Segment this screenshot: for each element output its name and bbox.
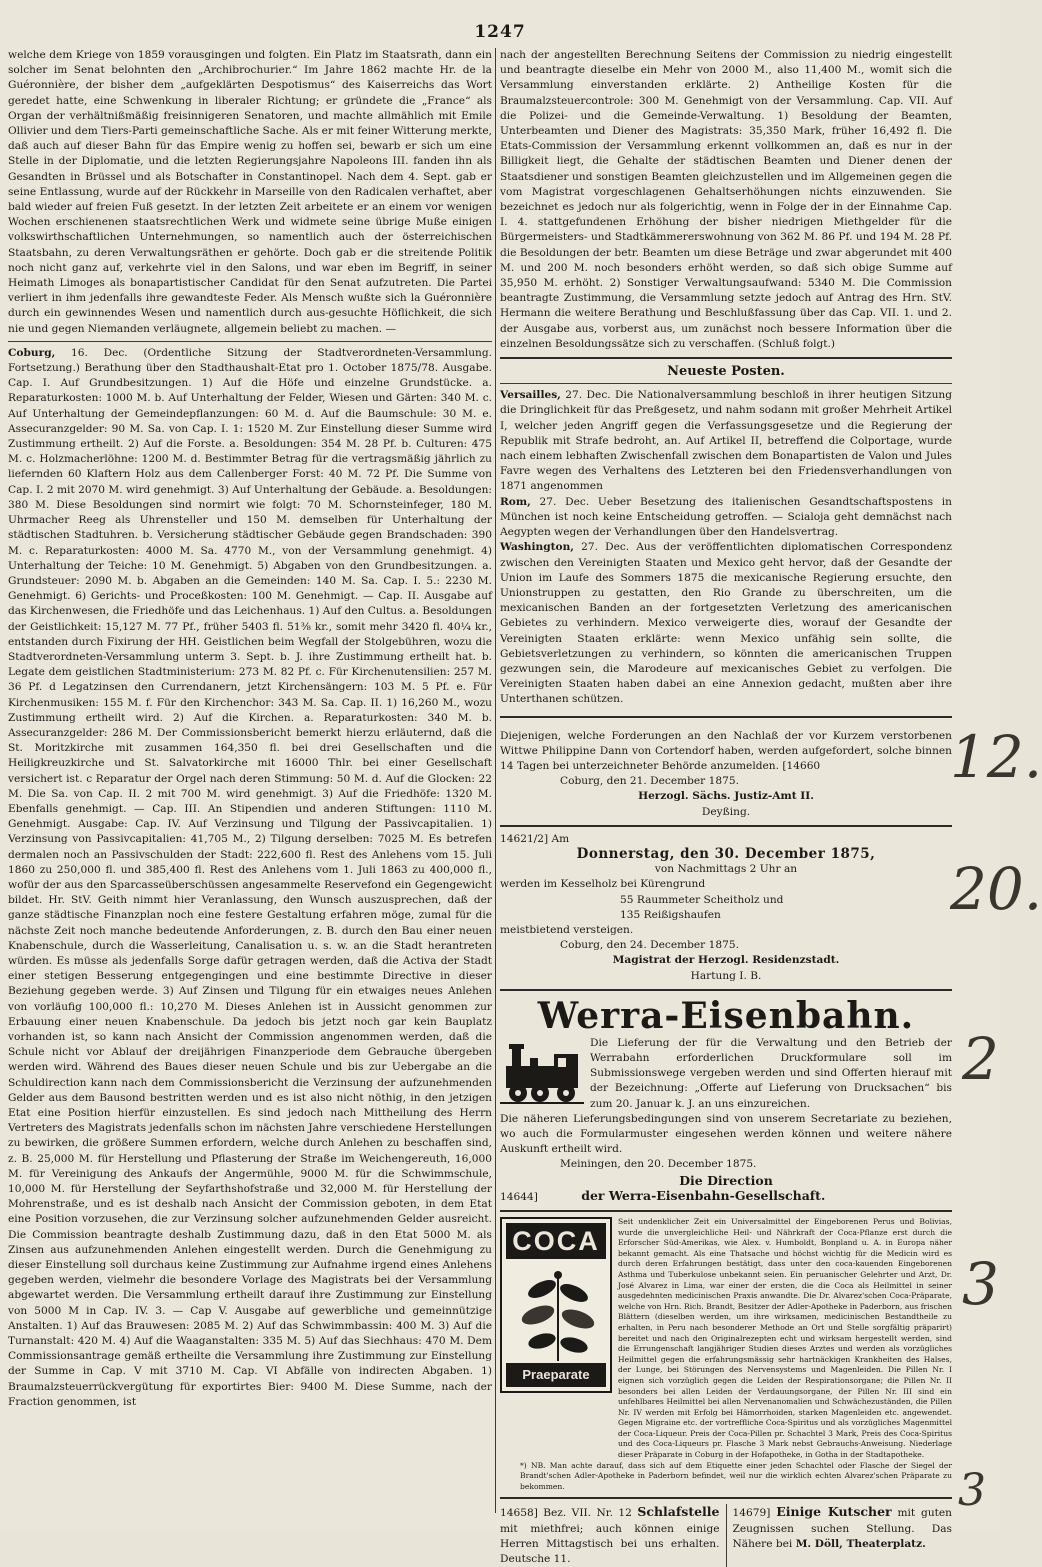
coca-note: *) NB. Man achte darauf, dass sich auf dem Etiquette einer jeden Schachtel oder Flasche der Siegel der Brandt'schen Adler-Apotheke in Paderborn befindet, weil nur die wirklich echten Alvarez'schen Präparate zu bekommen. <box>520 1460 952 1491</box>
locomotive-icon <box>500 1036 584 1106</box>
section-rule <box>500 357 952 359</box>
ad-nachlass-authority: Herzogl. Sächs. Justiz-Amt II. <box>638 790 814 803</box>
ad-werra-eisenbahn <box>500 996 952 1205</box>
ad-auction-authority: Magistrat der Herzogl. Residenzstadt. <box>612 954 840 967</box>
margin-number-2: 20. <box>950 855 1042 923</box>
dateline-washington: Washington, <box>500 541 574 554</box>
coca-text: Seit undenklicher Zeit ein Universalmittel der Eingeborenen Perus und Bolivias, wurde die unvergleichliche Heil- und Nährkraft der Coca-Pflanze erst durch die Erforscher Süd-Amerikas, wie Alex. v. Humboldt, Bonpland u. A. in Europa näher bekannt gemacht. Als eine Thatsache und höchst wichtig für die Medicin wird es durch deren Erfahrungen bestätigt, dass unter den coca-kauenden Eingeborenen Asthma und Tuberkulose unbekannt seien. Ein peruanischer Gelehrter und Arzt, Dr. José Alvarez in Lima, war einer der ersten, die die Coca als Heilmittel in seiner ausgedehnten medicinischen Praxis anwandte. Die Dr. Alvarez'schen Coca-Präparate, welche von Hrn. Rich. Brandt, Besitzer der Adler-Apotheke in Paderborn, aus frischen Blättern (dieselben werden, um ihre wirksamen, medicinischen Bestandtheile zu erhalten, in Peru nach besonderer Methode an Ort und Stelle sorgfältig präparirt) bereitet und nach den Originalrezepten echt und wirksam hergestellt werden, sind die Errungenschaft langjähriger Studien dieses Arztes und werden als vorzügliches Heilmittel gegen die erfahrungsmässig sehr hartnäckigen Krankheiten des Halses, der Lunge, bei Störungen des Nervensystems und Magenleiden. Die Pillen Nr. I eignen sich vorzüglich gegen die Leiden der Respirationsorgane; die Pillen Nr. II besonders bei allen Leiden der Verdauungsorgane, der Pillen Nr. III sind ein unfehlbares Heilmittel bei allen Nervenanomalien und Schwächezuständen, die Pillen Nr. IV werden mit Erfolg bei Hämorrhoiden, starken Magenleiden etc. angewendet. Gegen Migraine etc. der vortreffliche Coca-Spiritus und als vorzügliches Magenmittel der Coca-Liqueur. Preis der Coca-Pillen pr. Schachtel 3 Mark, Preis des Coca-Spiritus und des Coca-Liqueurs pr. Flasche 3 Mark nebst Gebrauchs-Anweisung. Niederlage dieser Präparate in Coburg in der Hofapotheke, in Gotha in der Stadtapotheke. <box>618 1217 952 1460</box>
ad-werra-date: Meiningen, den 20. December 1875. <box>560 1158 757 1171</box>
article-guerronniere: welche dem Kriege von 1859 vorausgingen und folgten. Ein Platz im Staatsrath, dann ein solcher im Senat belohnten den „Archibrochurier.“ Im Jahre 1862 machte Hr. de la Guéronnière, der bisher dem „aufgeklärten Despotismus“ des Kaiserreichs das Wort geredet hatte, eine Schwenkung in liberaler Richtung; er gründete die „France“ als Organ der verhältnißmäßig freisinnigeren Senatoren, und machte allmählich mit Emile Ollivier und dem Tiers-Parti gemeinschaftliche Sache. Als er mit feiner Witterung merkte, daß auch auf dieser Bahn für das Empire wenig zu hoffen sei, bewarb er sich um eine Stelle in der Diplomatie, und die letzten Regierungsjahre Napoleons III. fanden ihn als Gesandten in Brüssel und als Botschafter in Constantinopel. Nach dem 4. Sept. gab er seine Entlassung, wurde auf der Rückkehr in Marseille von den Radicalen verhaftet, aber bald wieder auf freien Fuß gesetzt. In der letzten Zeit arbeitete er an einem vor wenigen Wochen erschienenen staatsrechtlichen Werk und widmete seine übrige Muße einigen volkswirthschaftlichen Unternehmungen, so namentlich auch der österreichischen Staatsbahn, zu deren Verwaltungsräthen er gehörte. Doch gab er die streitende Politik noch nicht ganz auf, verkehrte viel in den Salons, und war eben im Begriff, in seiner Heimath Limoges als bonapartistischer Candidat für den Senat aufzutreten. Die Partei verliert in ihm jedenfalls ihre gewandteste Feder. Als Mensch wußte sich la Guéronnière durch ein gewinnendes Wesen und namentlich durch aus-gesuchte Höflichkeit, die sich nie und gegen Niemanden verläugnete, allgemein beliebt zu machen. — <box>8 49 492 335</box>
news-versailles: Versailles, 27. Dec. Die Nationalversammlung beschloß in ihrer heutigen Sitzung die Dringlichkeit für das Preßgesetz, und nahm sodann mit großer Mehrheit Artikel I, welcher jeden Angriff gegen die Verfassungsgesetze und die Regierung der Republik mit Strafe bedroht, an. Auf Artikel II, betreffend die Colportage, wurde nach einem lebhaften Zwischenfall zwischen dem Bonapartisten de Valon und Jules Favre wegen des Verhaltens des Letzteren bei den Friedensverhandlungen von 1871 angenommen <box>500 389 952 493</box>
section-rule <box>500 383 952 384</box>
ad-werra-authority-1: Die Direction <box>679 1172 773 1188</box>
article-coburg-text: 16. Dec. (Ordentliche Sitzung der Stadtverordneten-Versammlung. Fortsetzung.) Berathung über den Stadthaushalt-Etat pro 1. October 1875/78. Ausgabe. Cap. I. Auf Grundbesitzungen. 1) Auf die Höfe und einzelne Grundstücke. a. Reparaturkosten: 1000 M. b. Auf Unterhaltung der Felder, Wiesen und Gärten: 340 M. c. Auf Unterhaltung der Gemeindepflanzungen: 60 M. d. Auf die Baumschule: 30 M. e. Assecuranzgelder: 90 M. Sa. von Cap. I. 1: 1520 M. Zur Einstellung dieser Summe wird Zustimmung ertheilt. 2) Auf die Forste. a. Besoldungen: 354 M. 28 Pf. b. Culturen: 475 M. c. Holzmacherlöhne: 1200 M. d. Bestimmter Betrag für die vertragsmäßig jährlich zu liefernden 60 Klaftern Holz aus dem Callenberger Forst: 40 M. 72 Pf. Die Summe von Cap. I. 2 mit 2070 M. wird genehmigt. 3) Auf Unterhaltung der Gebäude. a. Besoldungen: 380 M. Diese Besoldungen sind normirt wie folgt: 70 M. Schornsteinfeger, 180 M. Uhrmacher Reeg als Uhrensteller und 150 M. demselben für Unterhaltung der städtischen Stadtuhren. b. Versicherung städtischer Gebäude gegen Brandschaden: 390 M. c. Reparaturkosten: 4000 M. Sa. 4770 M., von der Versammlung genehmigt. 4) Unterhaltung der Teiche: 10 M. Genehmigt. 5) Abgaben von den Grundbesitzungen. a. Grundsteuer: 2090 M. b. Abgaben an die Gemeinden: 140 M. Sa. Cap. I. 5.: 2230 M. Genehmigt. 6) Gerichts- und Proceßkosten: 100 M. Genehmigt. — Cap. II. Ausgabe auf das Kirchenwesen, die Friedhöfe und das Leichenhaus. 1) Auf den Cultus. a. Besoldungen der Geistlichkeit: 15,127 M. 77 Pf., früher 5403 fl. 51⅜ kr., somit mehr 3420 fl. 40¼ kr., entstanden durch Fixirung der HH. Geistlichen beim Wegfall der Stolgebühren, wozu die Stadtverordneten-Versammlung unterm 3. Sept. b. J. ihre Zustimmung ertheilt hat. b. Legate dem geistlichen Stadtministerium: 273 M. 82 Pf. c. Für Kirchenutensilien: 257 M. 36 Pf. d Legatzinsen den Currendanern, jetzt Kirchensängern: 103 M. 5 Pf. e. Für Kirchenmusiken: 155 M. f. Für den Kirchenchor: 343 M. Sa. Cap. II. 1) 16,260 M., wozu Zustimmung ertheilt wird. 2) Auf die Kirchen. a. Reparaturkosten: 340 M. b. Assecuranzgelder: 286 M. Der Commissionsbericht bemerkt hierzu erläuternd, daß die St. Moritzkirche mit zusammen 164,350 fl. bei drei Gesellschaften und die Heiligkreuzkirche und St. Salvatorkirche mit 16000 Thlr. bei einer Gesellschaft versichert ist. c Reparatur der Orgel nach deren Stimmung: 50 M. d. Auf die Glocken: 22 M. Die Sa. von Cap. II. 2 mit 700 M. wird genehmigt. 3) Auf die Friedhöfe: 1320 M. Ebenfalls genehmigt. — Cap. III. An Stipendien und anderen Stiftungen: 1110 M. Genehmigt. Ausgabe: Cap. IV. Auf Verzinsung und Tilgung der Passivcapitalien. 1) Verzinsung von Passivcapitalien: 41,705 M., 2) Tilgung derselben: 7025 M. Es betrefen dermalen noch an Passivschulden der Stadt: 222,600 fl. Rest des Anlehens vom 15. Juli 1860 zu 250,000 fl. und 385,400 fl. Rest des Anlehens vom 1. Juli 1863 zu 400,000 fl., wofür der aus den Sparcasseüberschüssen angesammelte Reservefond ein Gegengewicht bildet. Hr. StV. Geith nimmt hier Veranlassung, den Wunsch auszusprechen, daß der ganze städtische Finanzplan noch eine festere Gestaltung erfahren möge, zumal für die nächste Zeit noch manche bedeutende Anforderungen, z. B. durch den Bau einer neuen Knabenschule, durch die Wasserleitung, Canalisation u. s. w. an die Stadt herantreten würden. Es müsse als jedenfalls Sorge dafür getragen werden, daß die Activa der Stadt einer stetigen Besserung entgegengingen und eine bestimmte Directive in dieser Beziehung gegeben werde. 3) Auf Zinsen und Tilgung für ein etwaiges neues Anlehen von vorläufig 100,000 fl.: 10,270 M. Dieses Anlehen ist in Aussicht genommen zur Erbauung einer neuen Knabenschule. Da jedoch bis jetzt noch gar kein Bauplatz vorhanden ist, so kann nach Ansicht der Commission angenommen werden, daß die Schule nicht vor Ablauf der dreijährigen Finanzperiode dem Gebrauche übergeben werden wird. Während des Baues dieser neuen Schule und bis zur Uebergabe an die Schuldirection kann nach dem Commissionsbericht die Verzinsung der aufzunehmenden Gelder aus dem Bausond bestritten werden und es ist also nicht nöthig, in den jetzigen Etat eine Position hierfür einzustellen. Es sind jedoch nach Mittheilung des Herrn Vertreters des Magistrats jedenfalls schon im nächsten Jahre verschiedene Herstellungen zu bewirken, die größere Summen erfordern, welche durch Anlehen zu beschaffen sind, z. B. 25,000 M. für Herstellung und Pflasterung der Straße im Weichengereuth, 16,000 M. für Vereinigung des Ankaufs der Angermühle, 9000 M. für die Schwimmschule, 10,000 M. für Herstellung der Seyfarthshofstraße und 32,000 M. für Herstellung der Mohrenstraße, und es ist deshalb nach Ansicht der Commission geboten, in dem Etat eine Position vorzusehen, die zur Verzinsung solcher aufzunehmenden Gelder ausreicht. Die Commission beantragte deshalb Zustimmung dazu, daß in den Etat 5000 M. als Zinsen aus aufzunehmenden Anlehen eingestellt werden. Durch die Genehmigung zu dieser Einstellung soll durchaus keine Zustimmung zur Aufnahme irgend eines Anlehens gegeben werden, vielmehr die besondere Vorlage des Magistrats bei der Versammlung abgewartet werden. Die Versammlung ertheilt darauf ihre Zustimmung zur Einstellung von 5000 M in Cap. IV. 3. — Cap V. Ausgabe auf gewerbliche und gemeinnützige Anstalten. 1) Auf das Brauwesen: 2085 M. 2) Auf das Schwimmbassin: 400 M. 3) Auf die Turnanstalt: 420 M. 4) Auf die Waaganstalten: 335 M. 5) Auf das Siechhaus: 470 M. Dem Commissionsantrage gemäß ertheilte die Versammlung ihre Zustimmung zur Einstellung der Summe in Cap. V mit 3710 M. Cap. VI Abfälle von indirecten Abgaben. 1) Braumalzsteuerrückvergütung für exportirtes Bier: 9400 M. Diese Summe, nach der Fraction genommen, ist <box>8 346 492 1408</box>
ad-kutscher: 14679] Einige Kutscher mit guten Zeugnissen suchen Stellung. Das Nähere bei M. Döll, Theaterplatz. <box>732 1504 952 1550</box>
section-rule <box>500 825 952 827</box>
news-heading: Neueste Posten. <box>667 364 785 380</box>
ad-nachlass-text: Diejenigen, welche Forderungen an den Nachlaß der vor Kurzem verstorbenen Wittwe Philippine Dann von Cortendorf haben, werden aufgefordert, solche binnen 14 Tagen bei unterzeichneter Behörde anzumelden. [14660 <box>500 729 952 772</box>
ad-coca <box>500 1217 952 1461</box>
page-number: 1247 <box>474 22 526 42</box>
dateline-versailles: Versailles, <box>500 389 561 402</box>
section-rule <box>500 716 952 718</box>
article-coburg <box>8 346 492 1410</box>
ad-auction-place: werden im Kesselholz bei Kürengrund <box>500 878 706 891</box>
ad-auction-item-2: 135 Reißigshaufen <box>620 908 721 921</box>
ad-nachlass <box>500 723 952 820</box>
ad-werra-title: Werra-Eisenbahn. <box>537 994 915 1037</box>
section-rule <box>500 1210 952 1212</box>
ad-nachlass-signer: Deyßing. <box>701 805 751 818</box>
right-column <box>500 48 953 1566</box>
dateline-coburg: Coburg, <box>8 346 56 359</box>
ad-auction-date-line: Donnerstag, den 30. December 1875, <box>576 845 876 862</box>
coca-logo-band: Praeparate <box>506 1363 606 1387</box>
ad-werra-ref: 14644] <box>500 1190 538 1203</box>
ad-schlafstelle: 14658] Bez. VII. Nr. 12 Schlafstelle mit miethfrei; auch können einige Herren Mittagstisch bei uns erhalten. Deutsche 11. <box>500 1504 727 1567</box>
ad-werra-text: Die Lieferung der für die Verwaltung und den Betrieb der Werrabahn erforderlichen Druckformulare soll im Submissionswege vergeben werden und sind Offerten hierauf mit der Bezeichnung: „Offerte auf Lieferung von Drucksachen“ bis zum 20. Januar k. J. an uns einzureichen. <box>590 1036 952 1110</box>
bottom-ads <box>500 1504 952 1567</box>
coca-illustration <box>500 1217 612 1393</box>
margin-number-5: 3 <box>958 1465 986 1516</box>
column-divider <box>495 48 496 1513</box>
section-rule <box>8 341 492 342</box>
dateline-rom: Rom, <box>500 495 531 508</box>
section-rule <box>500 1497 952 1499</box>
margin-number-1: 12. <box>950 723 1042 791</box>
ad-auction-signer: Hartung I. B. <box>690 969 762 982</box>
article-coburg-continued: nach der angestellten Berechnung Seitens der Commission zu niedrig eingestellt und beantragte dieselbe ein Mehr von 2000 M., also 11,400 M., womit sich die Versammlung einverstanden erklärte. 2) Antheilige Kosten für die Braumalzsteuercontrole: 300 M. Genehmigt von der Versammlung. Cap. VII. Auf die Polizei- und die Gemeinde-Verwaltung. 1) Besoldung der Beamten, Unterbeamten und Diener des Magistrats: 35,350 Mark, früher 16,492 fl. Die Etats-Commission der Versammlung erkennt vollkommen an, daß es nur in der Billigkeit liegt, die Gehalte der städtischen Beamten und Diener denen der Staatsdiener und sonstigen Beamten gleichzustellen und im Allgemeinen gegen die vom Magistrat vorgeschlagenen Gehaltserhöhungen nichts einzuwenden. Sie bezeichnet es jedoch nur als folgerichtig, wenn in Folge der in der Einnahme Cap. I. 4. stattgefundenen Erhöhung der bisher niedrigen Miethgelder für die Bürgermeisters- und Stadtkämmererswohnung von 362 M. 86 Pf. und 194 M. 28 Pf. die Besoldungen der betr. Beamten um diese Beträge und zwar abgerundet mit 400 M. und 200 M. noch besonders erhöht werden, so daß sich obige Summe auf 35,950 M. erhöht. 2) Sonstiger Verwaltungsaufwand: 5340 M. Die Commission beantragte Zustimmung, die Versammlung setzte jedoch auf Antrag des Hrn. StV. Hermann die weitere Berathung und Beschlußfassung über das Cap. VII. 1. und 2. der Ausgabe aus, vorberst aus, um zunächst noch bessere Information über die einzelnen Besoldungssätze sich zu verschaffen. (Schluß folgt.) <box>500 49 952 350</box>
coca-plant-icon <box>508 1263 608 1363</box>
ad-nachlass-date: Coburg, den 21. December 1875. <box>560 775 739 788</box>
news-rom: Rom, 27. Dec. Ueber Besetzung des italienischen Gesandtschaftspostens in München ist noch keine Entscheidung getroffen. — Scialoja geht demnächst nach Aegypten wegen der Verhandlungen über den Handelsvertrag. <box>500 495 953 539</box>
margin-number-3: 2 <box>962 1025 999 1093</box>
ad-auction <box>500 832 952 984</box>
section-rule <box>500 989 952 991</box>
ad-nachlass-number: [14660 <box>782 759 821 772</box>
ad-auction-date: Coburg, den 24. December 1875. <box>560 939 739 952</box>
ad-auction-ref: 14621/2] Am <box>500 832 570 845</box>
ad-werra-authority-2: der Werra-Eisenbahn-Gesellschaft. <box>581 1187 826 1203</box>
news-washington: Washington, 27. Dec. Aus der veröffentlichten diplomatischen Correspondenz zwischen den Vereinigten Staaten und Mexico geht hervor, daß der Gesandte der Union im Laufe des Sommers 1875 die mexicanische Regierung ersuchte, den Unionstruppen zu gestatten, den Rio Grande zu überschreiten, um die mexicanischen Banden an der fortgesetzten Verletzung des americanischen Gebietes zu verhindern. Mexico verweigerte dies, worauf der Gesandte der Vereinigten Staaten erklärte: wenn Mexico unfähig sein sollte, die Gebietsverletzungen zu verhindern, so könnten die americanischen Truppen gezwungen sein, die Marodeure auf mexicanisches Gebiet zu verfolgen. Die Vereinigten Staaten haben dabei an eine Annexion gedacht, mußten aber ihre Unterthanen schützen. <box>500 541 952 706</box>
margin-number-4: 3 <box>962 1250 999 1318</box>
ad-auction-action: meistbietend versteigen. <box>500 923 634 936</box>
ad-auction-time: von Nachmittags 2 Uhr an <box>654 863 798 876</box>
coca-logo-word: COCA <box>506 1223 606 1259</box>
ad-werra-text-2: Die näheren Lieferungsbedingungen sind von unserem Secretariate zu beziehen, wo auch die Formularmuster eingesehen werden können und weitere nähere Auskunft ertheilt wird. <box>500 1112 952 1156</box>
ad-auction-item-1: 55 Raummeter Scheitholz und <box>620 893 784 906</box>
left-column <box>8 48 492 1518</box>
